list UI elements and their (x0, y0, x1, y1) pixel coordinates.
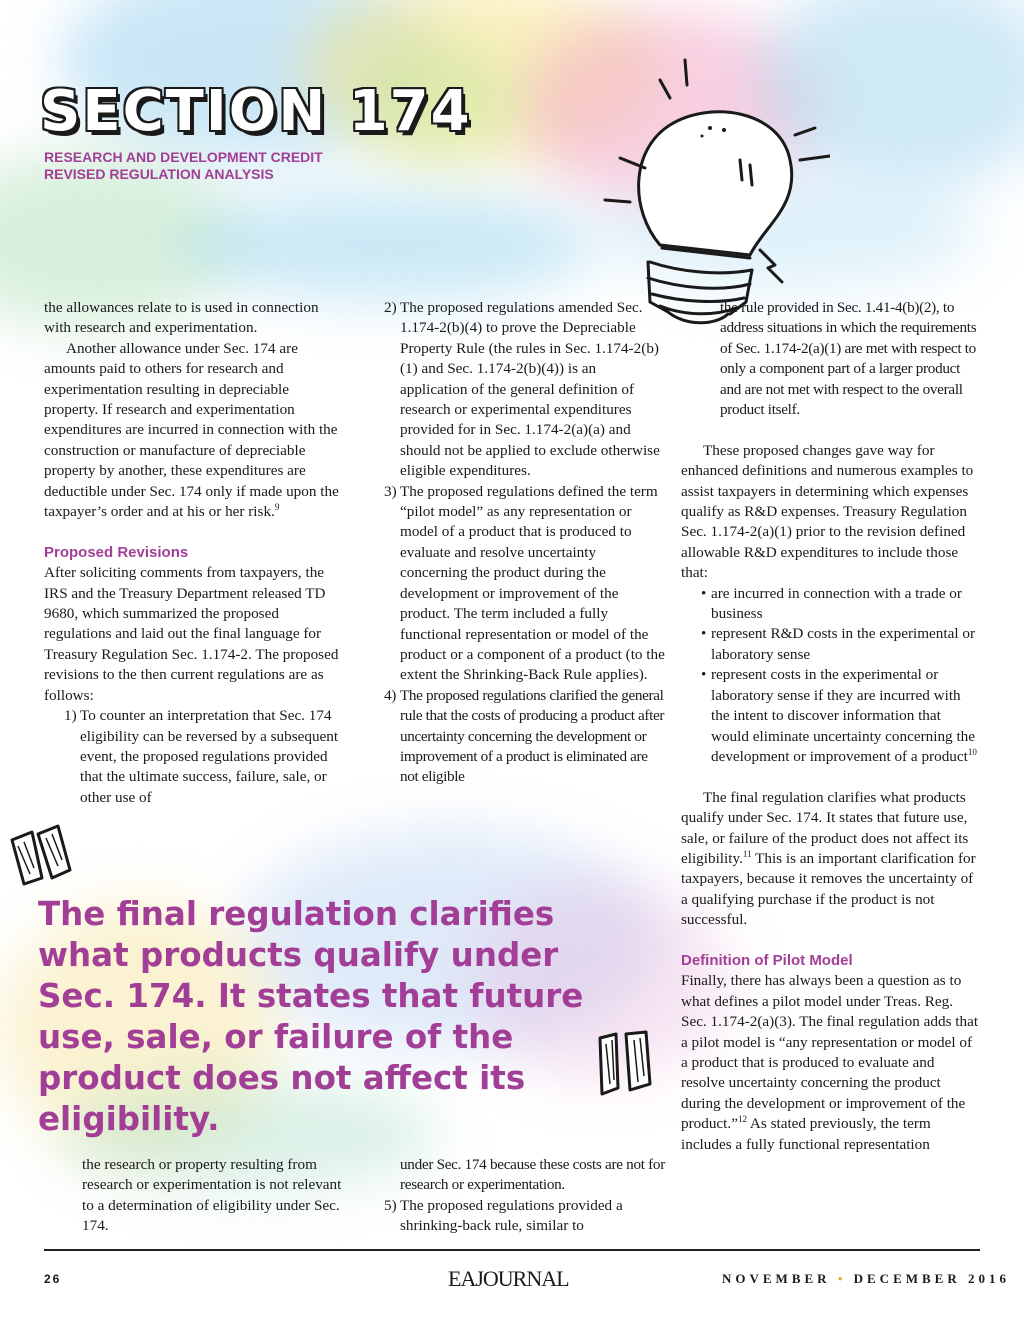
list-item-text: The proposed regulations amended Sec. 1.174-2(b)(4) to prove the Depreciable Property Rule (the rules in Sec. 1.174-2(b)(1) and Sec. 1.174-2(b)(4)) is an application of the general definition of research or experimental expenditures provided for in Sec. 1.174-2(a)(a) and should not be applied to exclude otherwise eligible expenditures. (400, 299, 660, 480)
section-heading: Definition of Pilot Model (681, 951, 853, 969)
list-number: 4) (384, 686, 396, 704)
paragraph-text: As stated previously, the term includes a fully functional representation (681, 1115, 931, 1153)
issue-month-1: NOVEMBER (722, 1271, 831, 1286)
close-quote-icon (592, 1024, 662, 1100)
paragraph (681, 788, 981, 931)
list-number: 3) (384, 482, 397, 500)
bullet-item (681, 624, 981, 665)
paragraph (44, 339, 344, 523)
paragraph-text: Another allowance under Sec. 174 are amounts paid to others for research and experimentation resulting in depreciable property. If research and experimentation expenditures are incurred in connection with the construction or manufacture of depreciable property by another, these expenditures are deductible under Sec. 174 only if made upon the taxpayer’s order and at his or her risk. (44, 339, 339, 521)
bullet-text: represent R&D costs in the experimental or laboratory sense (711, 625, 976, 663)
page-title: SECTION 174 (40, 79, 472, 144)
light-bulb-icon (590, 40, 830, 330)
paragraph-text: Finally, there has always been a question as to what defines a pilot model under Treas. Reg. Sec. 1.174-2(a)(3). The final regulation adds that a pilot model is “any representation or model of a product that is produced to evaluate and resolve uncertainty concerning the product during the development or improvement of the product.” (681, 972, 979, 1133)
list-item (44, 706, 344, 808)
bullet-text: are incurred in connection with a trade or business (711, 584, 962, 623)
watercolor-wash (180, 190, 600, 300)
list-item-text: The proposed regulations clarified the general rule that the costs of producing a product after uncertainty concerning the development or improvement of a product is eliminated are not eligible (400, 686, 665, 786)
issue-month-2: DECEMBER (853, 1271, 961, 1286)
footer-divider (44, 1249, 980, 1251)
list-number: 5) (384, 1196, 397, 1214)
bullet-symbol: • (701, 666, 707, 684)
footnote-ref: 12 (737, 1114, 747, 1125)
list-number: 2) (384, 299, 397, 316)
list-item-continued: the research or property resulting from research or experimentation is not relevant to a determination of eligibility under Sec. 174. (82, 1156, 342, 1235)
column-1-top (44, 298, 344, 808)
subtitle-line-1: RESEARCH AND DEVELOPMENT CREDIT (44, 149, 323, 165)
list-item (384, 482, 666, 686)
footnote-ref: 11 (742, 848, 752, 859)
list-item-text: The proposed regulations defined the term “pilot model” as any representation or model of a product that is produced to evaluate and resolve uncertainty concerning the product during the development or improvement of the product. The term included a fully functional representation or model of the product or a component of a product (to the extent the Shrinking-Back Rule applies). (400, 482, 665, 684)
subtitle-line-2: REVISED REGULATION ANALYSIS (44, 166, 274, 182)
paragraph: After soliciting comments from taxpayers, the IRS and the Treasury Department released TD 9680, which summarized the proposed regulations and laid out the final language for Treasury Regulation Sec. 1.174-2. The proposed revisions to the then current regulations are as follows: (44, 564, 339, 704)
journal-logo: EAJOURNAL (448, 1266, 569, 1291)
list-number: 1) (64, 707, 77, 725)
list-item-continued: under Sec. 174 because these costs are not for research or experimentation. (400, 1156, 665, 1194)
paragraph (681, 971, 981, 1155)
bullet-symbol: • (701, 625, 707, 643)
bullet-text: represent costs in the experimental or laboratory sense if they are incurred with the intent to discover information that would eliminate uncertainty concerning the development or improvement of a product (711, 666, 976, 765)
list-item (384, 686, 666, 788)
issue-date (722, 1271, 1010, 1287)
paragraph-text: This is an important clarification for taxpayers, because it removes the uncertainty of a qualifying purchase if the product is not successful. (681, 849, 976, 929)
column-1-bottom (44, 1155, 344, 1237)
column-2-bottom (384, 1155, 666, 1237)
pull-quote: The final regulation clarifies what products qualify under Sec. 174. It states that future use, sale, or failure of the product does not affect its eligibility. (38, 895, 584, 1138)
open-quote-icon (6, 822, 76, 892)
section-heading: Proposed Revisions (44, 543, 189, 561)
bullet-item (681, 665, 981, 767)
page-number: 26 (44, 1272, 62, 1286)
list-item-continued: the rule provided in Sec. 1.41-4(b)(2), to address situations in which the requirements of Sec. 1.174-2(a)(1) are met with respect to only a component part of a larger product and are not met with respect to the overall product itself. (720, 299, 977, 419)
issue-year: 2016 (968, 1271, 1010, 1286)
paragraph-text: The final regulation clarifies what products qualify under Sec. 174. It states that future use, sale, or failure of the product does not affect its eligibility. (681, 788, 969, 867)
list-item-text: To counter an interpretation that Sec. 174 eligibility can be reversed by a subsequent event, the proposed regulations provided that the ultimate success, failure, sale, or other use of (80, 707, 339, 806)
list-item (384, 298, 666, 482)
column-3 (681, 298, 981, 1155)
column-2-top (384, 298, 666, 788)
list-item (384, 1196, 666, 1237)
paragraph: the allowances relate to is used in connection with research and experimentation. (44, 299, 319, 337)
footnote-ref: 9 (274, 502, 280, 512)
list-item-text: The proposed regulations provided a shrinking-back rule, similar to (400, 1196, 623, 1235)
bullet-symbol: • (701, 584, 707, 602)
paragraph: These proposed changes gave way for enhanced definitions and numerous examples to assist taxpayers in determining which expenses qualify as R&D expenses. Treasury Regulation Sec. 1.174-2(a)(1) prior to the revision defined allowable R&D expenditures to include those that: (681, 441, 974, 582)
bullet-item (681, 584, 981, 625)
footnote-ref: 10 (967, 746, 977, 757)
issue-separator: • (837, 1271, 847, 1286)
